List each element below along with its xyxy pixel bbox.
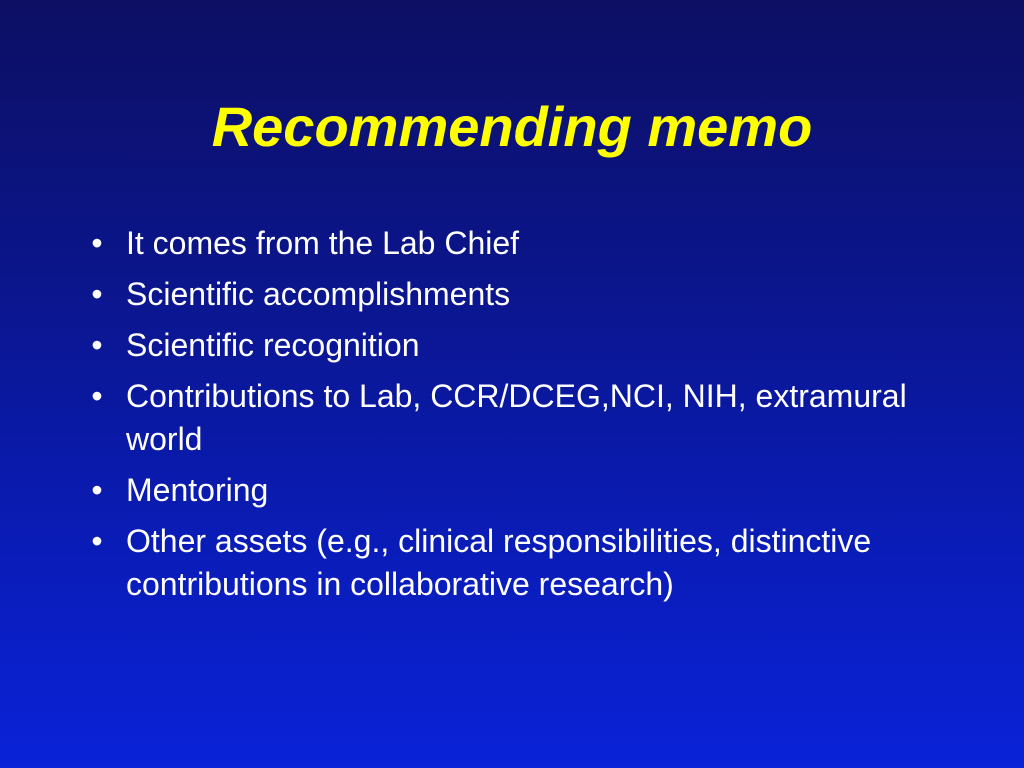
bullet-text: Other assets (e.g., clinical responsibilities, distinctive contributions in collaborative research) [126, 523, 872, 602]
bullet-text: Scientific recognition [126, 327, 420, 363]
bullet-icon: • [91, 472, 103, 508]
bullet-item-contributions [82, 375, 962, 461]
bullet-text: It comes from the Lab Chief [126, 225, 520, 261]
bullet-item-other-assets [82, 520, 962, 606]
bullet-item-recognition [82, 324, 962, 367]
bullet-text: Contributions to Lab, CCR/DCEG,NCI, NIH, extramural world [126, 378, 907, 457]
bullet-text: Scientific accomplishments [126, 276, 511, 312]
bullet-text: Mentoring [126, 472, 269, 508]
bullet-icon: • [91, 523, 103, 559]
bullet-item-mentoring [82, 469, 962, 512]
bullet-item-lab-chief [82, 222, 962, 265]
bullet-list [82, 222, 962, 614]
bullet-icon: • [91, 378, 103, 414]
bullet-icon: • [91, 276, 103, 312]
bullet-item-accomplishments [82, 273, 962, 316]
bullet-icon: • [91, 225, 103, 261]
bullet-icon: • [91, 327, 103, 363]
slide-title: Recommending memo [211, 95, 813, 158]
